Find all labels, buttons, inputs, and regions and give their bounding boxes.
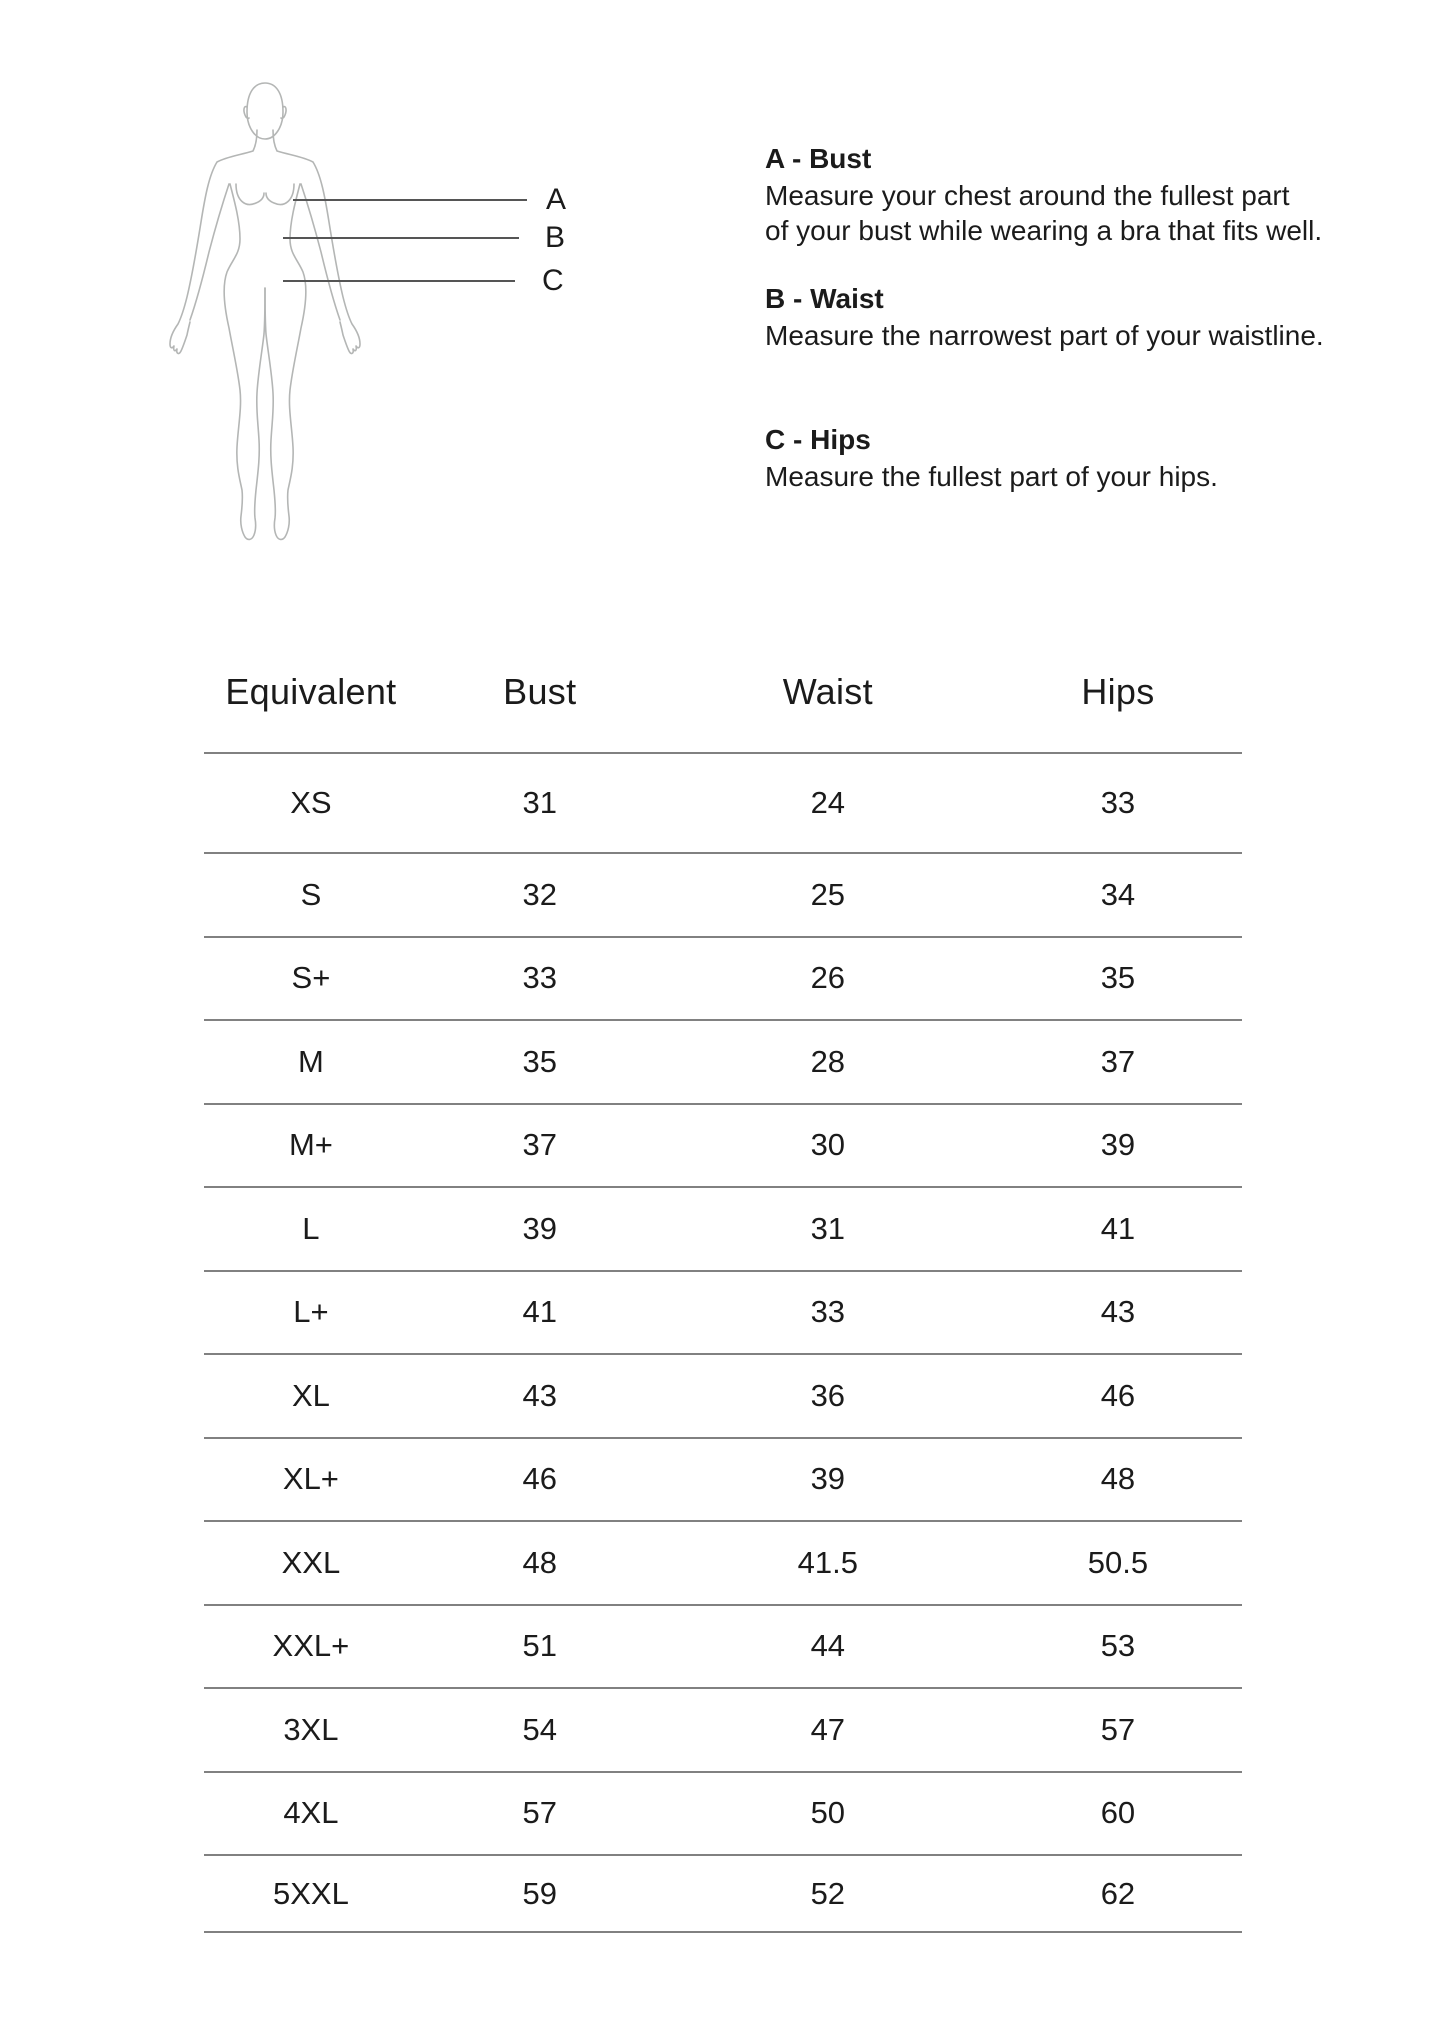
size-table-header xyxy=(204,664,1242,752)
size-table-body xyxy=(204,752,1242,1933)
cell-size: L xyxy=(302,1210,320,1246)
female-figure-outline xyxy=(160,72,365,557)
cell-bust: 57 xyxy=(522,1795,558,1831)
cell-hips: 46 xyxy=(1100,1377,1136,1413)
cell-size: 3XL xyxy=(283,1711,339,1747)
table-row xyxy=(204,1272,1242,1356)
cell-waist: 36 xyxy=(810,1377,846,1413)
pointer-line-waist xyxy=(283,237,519,239)
cell-bust: 31 xyxy=(522,785,558,820)
table-row xyxy=(204,754,1242,854)
cell-hips: 35 xyxy=(1100,960,1136,996)
cell-waist: 28 xyxy=(810,1043,846,1079)
cell-size: XXL xyxy=(281,1544,341,1580)
cell-size: L+ xyxy=(293,1294,329,1330)
hips-section xyxy=(765,423,1324,494)
cell-bust: 46 xyxy=(522,1461,558,1497)
cell-hips: 57 xyxy=(1100,1711,1136,1747)
cell-bust: 35 xyxy=(522,1043,558,1079)
cell-hips: 43 xyxy=(1100,1294,1136,1330)
bust-section xyxy=(765,142,1324,248)
cell-hips: 37 xyxy=(1100,1043,1136,1079)
cell-waist: 47 xyxy=(810,1711,846,1747)
waist-text-line: Measure the narrowest part of your waistline. xyxy=(765,320,1324,351)
cell-waist: 52 xyxy=(810,1875,846,1911)
table-row xyxy=(204,1856,1242,1933)
cell-size: M+ xyxy=(288,1127,333,1163)
cell-bust: 43 xyxy=(522,1377,558,1413)
cell-waist: 33 xyxy=(810,1294,846,1330)
cell-bust: 37 xyxy=(522,1127,558,1163)
cell-waist: 24 xyxy=(810,785,846,820)
bust-text-line: of your bust while wearing a bra that fits well. xyxy=(765,215,1323,246)
cell-waist: 25 xyxy=(810,876,846,912)
cell-bust: 41 xyxy=(522,1294,558,1330)
cell-size: 5XXL xyxy=(272,1875,349,1911)
measurement-diagram xyxy=(160,72,365,557)
table-row xyxy=(204,1021,1242,1105)
cell-waist: 41.5 xyxy=(797,1544,858,1580)
table-row xyxy=(204,938,1242,1022)
table-row xyxy=(204,854,1242,938)
cell-bust: 59 xyxy=(522,1875,558,1911)
cell-hips: 62 xyxy=(1100,1875,1136,1911)
cell-waist: 30 xyxy=(810,1127,846,1163)
hips-text-line: Measure the fullest part of your hips. xyxy=(765,461,1218,492)
column-header-waist: Waist xyxy=(782,671,873,712)
cell-bust: 48 xyxy=(522,1544,558,1580)
cell-bust: 32 xyxy=(522,876,558,912)
cell-hips: 33 xyxy=(1100,785,1136,820)
table-row xyxy=(204,1188,1242,1272)
cell-waist: 44 xyxy=(810,1628,846,1664)
waist-section xyxy=(765,282,1324,353)
table-row xyxy=(204,1105,1242,1189)
cell-waist: 50 xyxy=(810,1795,846,1831)
cell-bust: 39 xyxy=(522,1210,558,1246)
size-table xyxy=(204,664,1242,1933)
column-header-hips: Hips xyxy=(1081,671,1155,712)
cell-hips: 48 xyxy=(1100,1461,1136,1497)
cell-hips: 39 xyxy=(1100,1127,1136,1163)
measurement-instructions xyxy=(765,142,1324,528)
table-row xyxy=(204,1439,1242,1523)
cell-size: S+ xyxy=(291,960,331,996)
table-row xyxy=(204,1773,1242,1857)
cell-waist: 39 xyxy=(810,1461,846,1497)
pointer-line-hips xyxy=(283,280,515,282)
pointer-label-hips: C xyxy=(542,264,564,297)
column-header-bust: Bust xyxy=(503,671,577,712)
table-row xyxy=(204,1606,1242,1690)
table-row xyxy=(204,1522,1242,1606)
cell-hips: 34 xyxy=(1100,876,1136,912)
cell-size: 4XL xyxy=(283,1795,339,1831)
cell-size: XL xyxy=(291,1377,330,1413)
cell-size: XS xyxy=(290,785,332,820)
cell-hips: 60 xyxy=(1100,1795,1136,1831)
cell-bust: 54 xyxy=(522,1711,558,1747)
cell-size: M xyxy=(297,1043,324,1079)
waist-heading: B - Waist xyxy=(765,283,884,314)
cell-waist: 31 xyxy=(810,1210,846,1246)
cell-bust: 33 xyxy=(522,960,558,996)
column-header-equivalent: Equivalent xyxy=(225,671,397,712)
hips-heading: C - Hips xyxy=(765,424,871,455)
cell-size: XL+ xyxy=(282,1461,339,1497)
cell-bust: 51 xyxy=(522,1628,558,1664)
cell-size: S xyxy=(300,876,322,912)
pointer-label-waist: B xyxy=(545,221,566,254)
cell-waist: 26 xyxy=(810,960,846,996)
cell-hips: 41 xyxy=(1100,1210,1136,1246)
cell-hips: 50.5 xyxy=(1087,1544,1149,1580)
cell-size: XXL+ xyxy=(272,1628,350,1664)
bust-heading: A - Bust xyxy=(765,143,872,174)
table-row xyxy=(204,1355,1242,1439)
table-row xyxy=(204,1689,1242,1773)
bust-text-line: Measure your chest around the fullest part xyxy=(765,180,1290,211)
pointer-label-bust: A xyxy=(546,183,567,216)
pointer-line-bust xyxy=(293,199,527,201)
cell-hips: 53 xyxy=(1100,1628,1136,1664)
